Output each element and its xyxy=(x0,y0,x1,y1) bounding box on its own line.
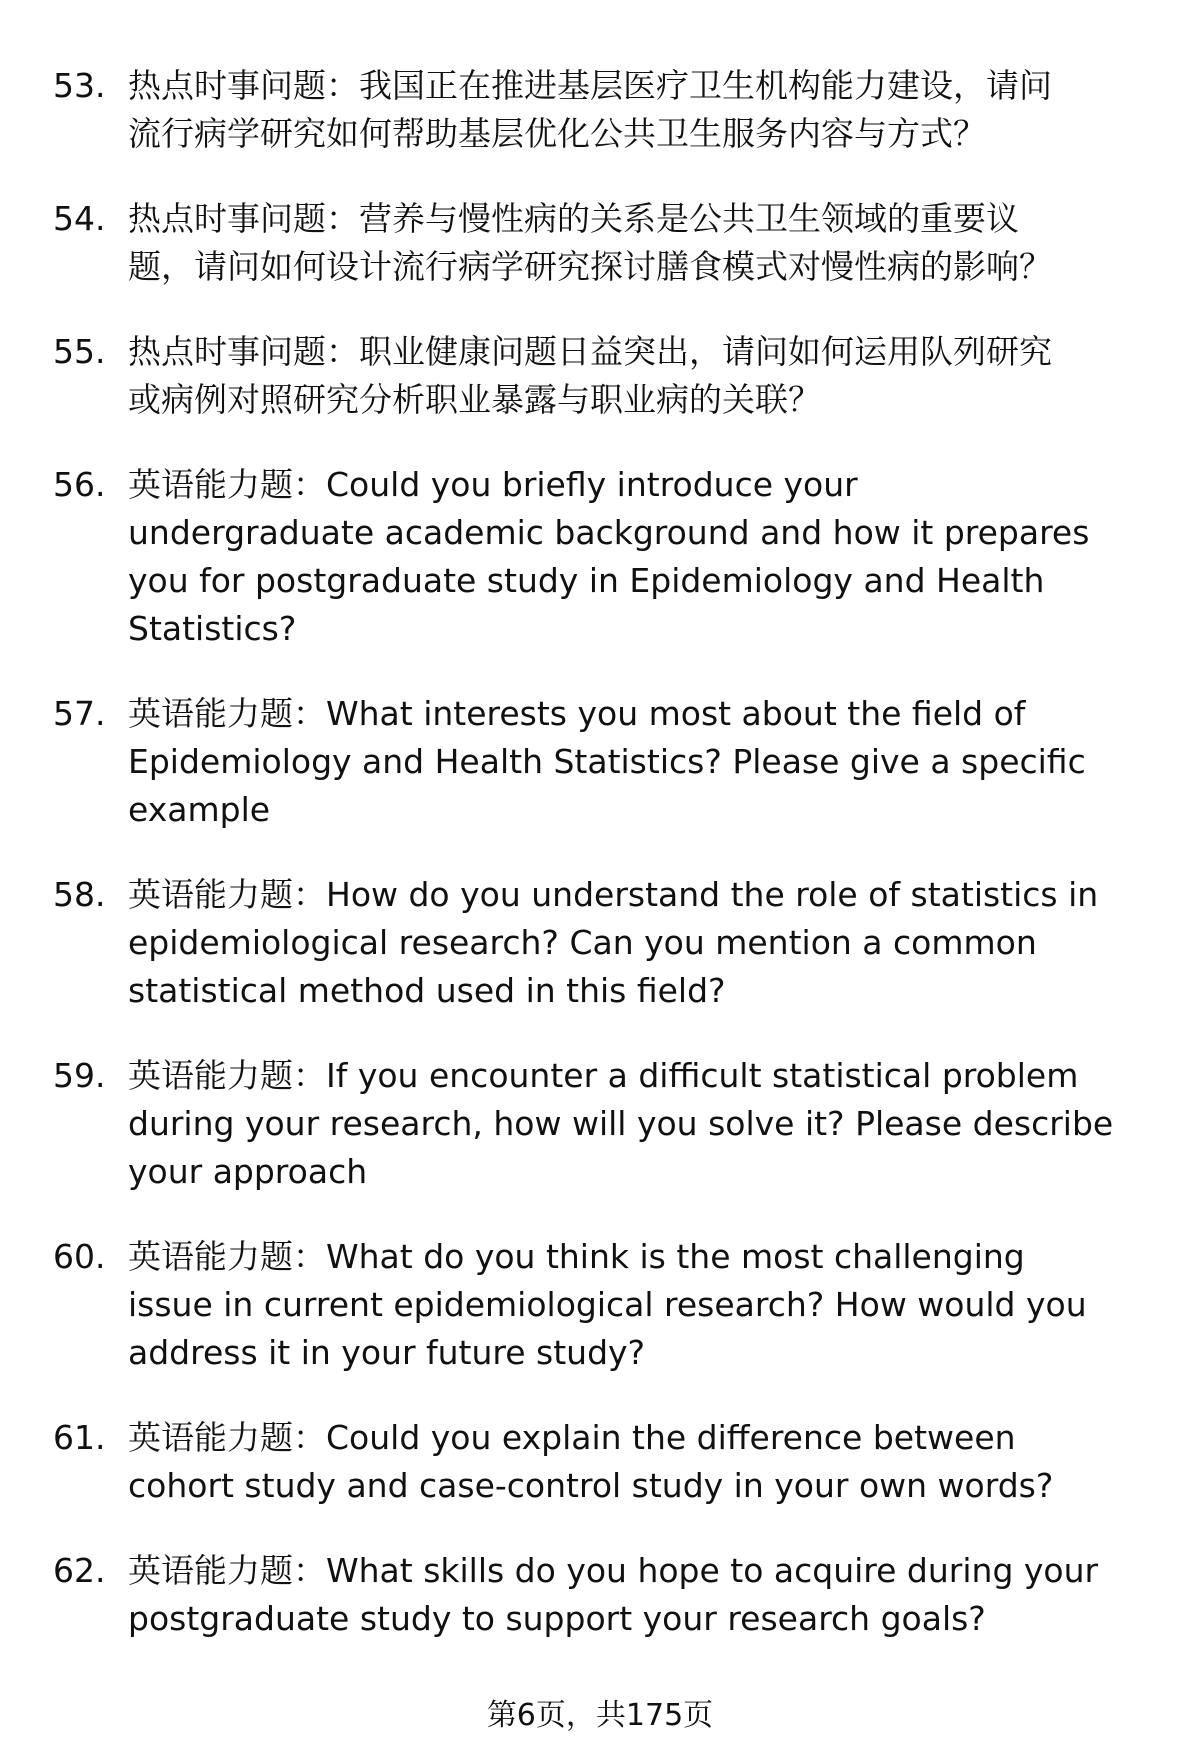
question-text-line: epidemiological research? Can you mention a common xyxy=(128,923,1037,962)
question-text xyxy=(128,690,1200,834)
question-item xyxy=(0,195,1200,291)
question-text-line: 英语能力题：Could you explain the difference between xyxy=(128,1418,1016,1457)
question-text xyxy=(128,1547,1200,1643)
question-text-line: Epidemiology and Health Statistics? Please give a specific xyxy=(128,742,1086,781)
question-text-line: 题，请问如何设计流行病学研究探讨膳食模式对慢性病的影响？ xyxy=(128,247,1052,286)
question-item xyxy=(0,690,1200,834)
question-text-line: 热点时事问题：职业健康问题日益突出，请问如何运用队列研究 xyxy=(128,332,1052,371)
question-number: 54. xyxy=(53,199,106,238)
question-text xyxy=(128,195,1200,291)
question-text-line: address it in your future study? xyxy=(128,1333,646,1372)
question-text-line: example xyxy=(128,790,271,829)
question-text-line: statistical method used in this field? xyxy=(128,971,726,1010)
question-number: 55. xyxy=(53,332,106,371)
question-text xyxy=(128,62,1200,158)
question-text-line: postgraduate study to support your research goals? xyxy=(128,1599,986,1638)
question-number: 60. xyxy=(53,1237,106,1276)
question-list xyxy=(0,62,1200,1680)
question-number: 57. xyxy=(53,694,106,733)
question-text xyxy=(128,1052,1200,1196)
question-item xyxy=(0,871,1200,1015)
question-text xyxy=(128,1233,1200,1377)
page-number: 第6页，共175页 xyxy=(486,1698,714,1733)
question-text-line: 英语能力题：What do you think is the most challenging xyxy=(128,1237,1025,1276)
question-item xyxy=(0,62,1200,158)
question-text-line: your approach xyxy=(128,1152,368,1191)
question-text-line: 热点时事问题：我国正在推进基层医疗卫生机构能力建设，请问 xyxy=(128,66,1052,105)
question-text xyxy=(128,871,1200,1015)
question-number: 61. xyxy=(53,1418,106,1457)
question-text-line: 热点时事问题：营养与慢性病的关系是公共卫生领域的重要议 xyxy=(128,199,1019,238)
question-text-line: Statistics? xyxy=(128,609,297,648)
question-text-line: 英语能力题：If you encounter a difficult statistical problem xyxy=(128,1056,1079,1095)
question-number: 56. xyxy=(53,465,106,504)
question-text-line: during your research, how will you solve it? Please describe xyxy=(128,1104,1114,1143)
question-number: 53. xyxy=(53,66,106,105)
question-text xyxy=(128,461,1200,653)
question-number: 58. xyxy=(53,875,106,914)
question-item xyxy=(0,1233,1200,1377)
question-text-line: 流行病学研究如何帮助基层优化公共卫生服务内容与方式？ xyxy=(128,114,986,153)
question-item xyxy=(0,1547,1200,1643)
question-number: 62. xyxy=(53,1551,106,1590)
question-text-line: 英语能力题：What interests you most about the field of xyxy=(128,694,1026,733)
question-text-line: 英语能力题：How do you understand the role of statistics in xyxy=(128,875,1099,914)
question-text xyxy=(128,1414,1200,1510)
question-text-line: issue in current epidemiological research? How would you xyxy=(128,1285,1087,1324)
question-text-line: 或病例对照研究分析职业暴露与职业病的关联？ xyxy=(128,380,821,419)
question-text-line: undergraduate academic background and how it prepares xyxy=(128,513,1090,552)
question-text xyxy=(128,328,1200,424)
question-text-line: you for postgraduate study in Epidemiology and Health xyxy=(128,561,1045,600)
question-text-line: 英语能力题：What skills do you hope to acquire during your xyxy=(128,1551,1099,1590)
question-item xyxy=(0,1052,1200,1196)
question-item xyxy=(0,461,1200,653)
question-item xyxy=(0,1414,1200,1510)
question-text-line: cohort study and case-control study in your own words? xyxy=(128,1466,1054,1505)
question-number: 59. xyxy=(53,1056,106,1095)
question-text-line: 英语能力题：Could you briefly introduce your xyxy=(128,465,858,504)
question-item xyxy=(0,328,1200,424)
